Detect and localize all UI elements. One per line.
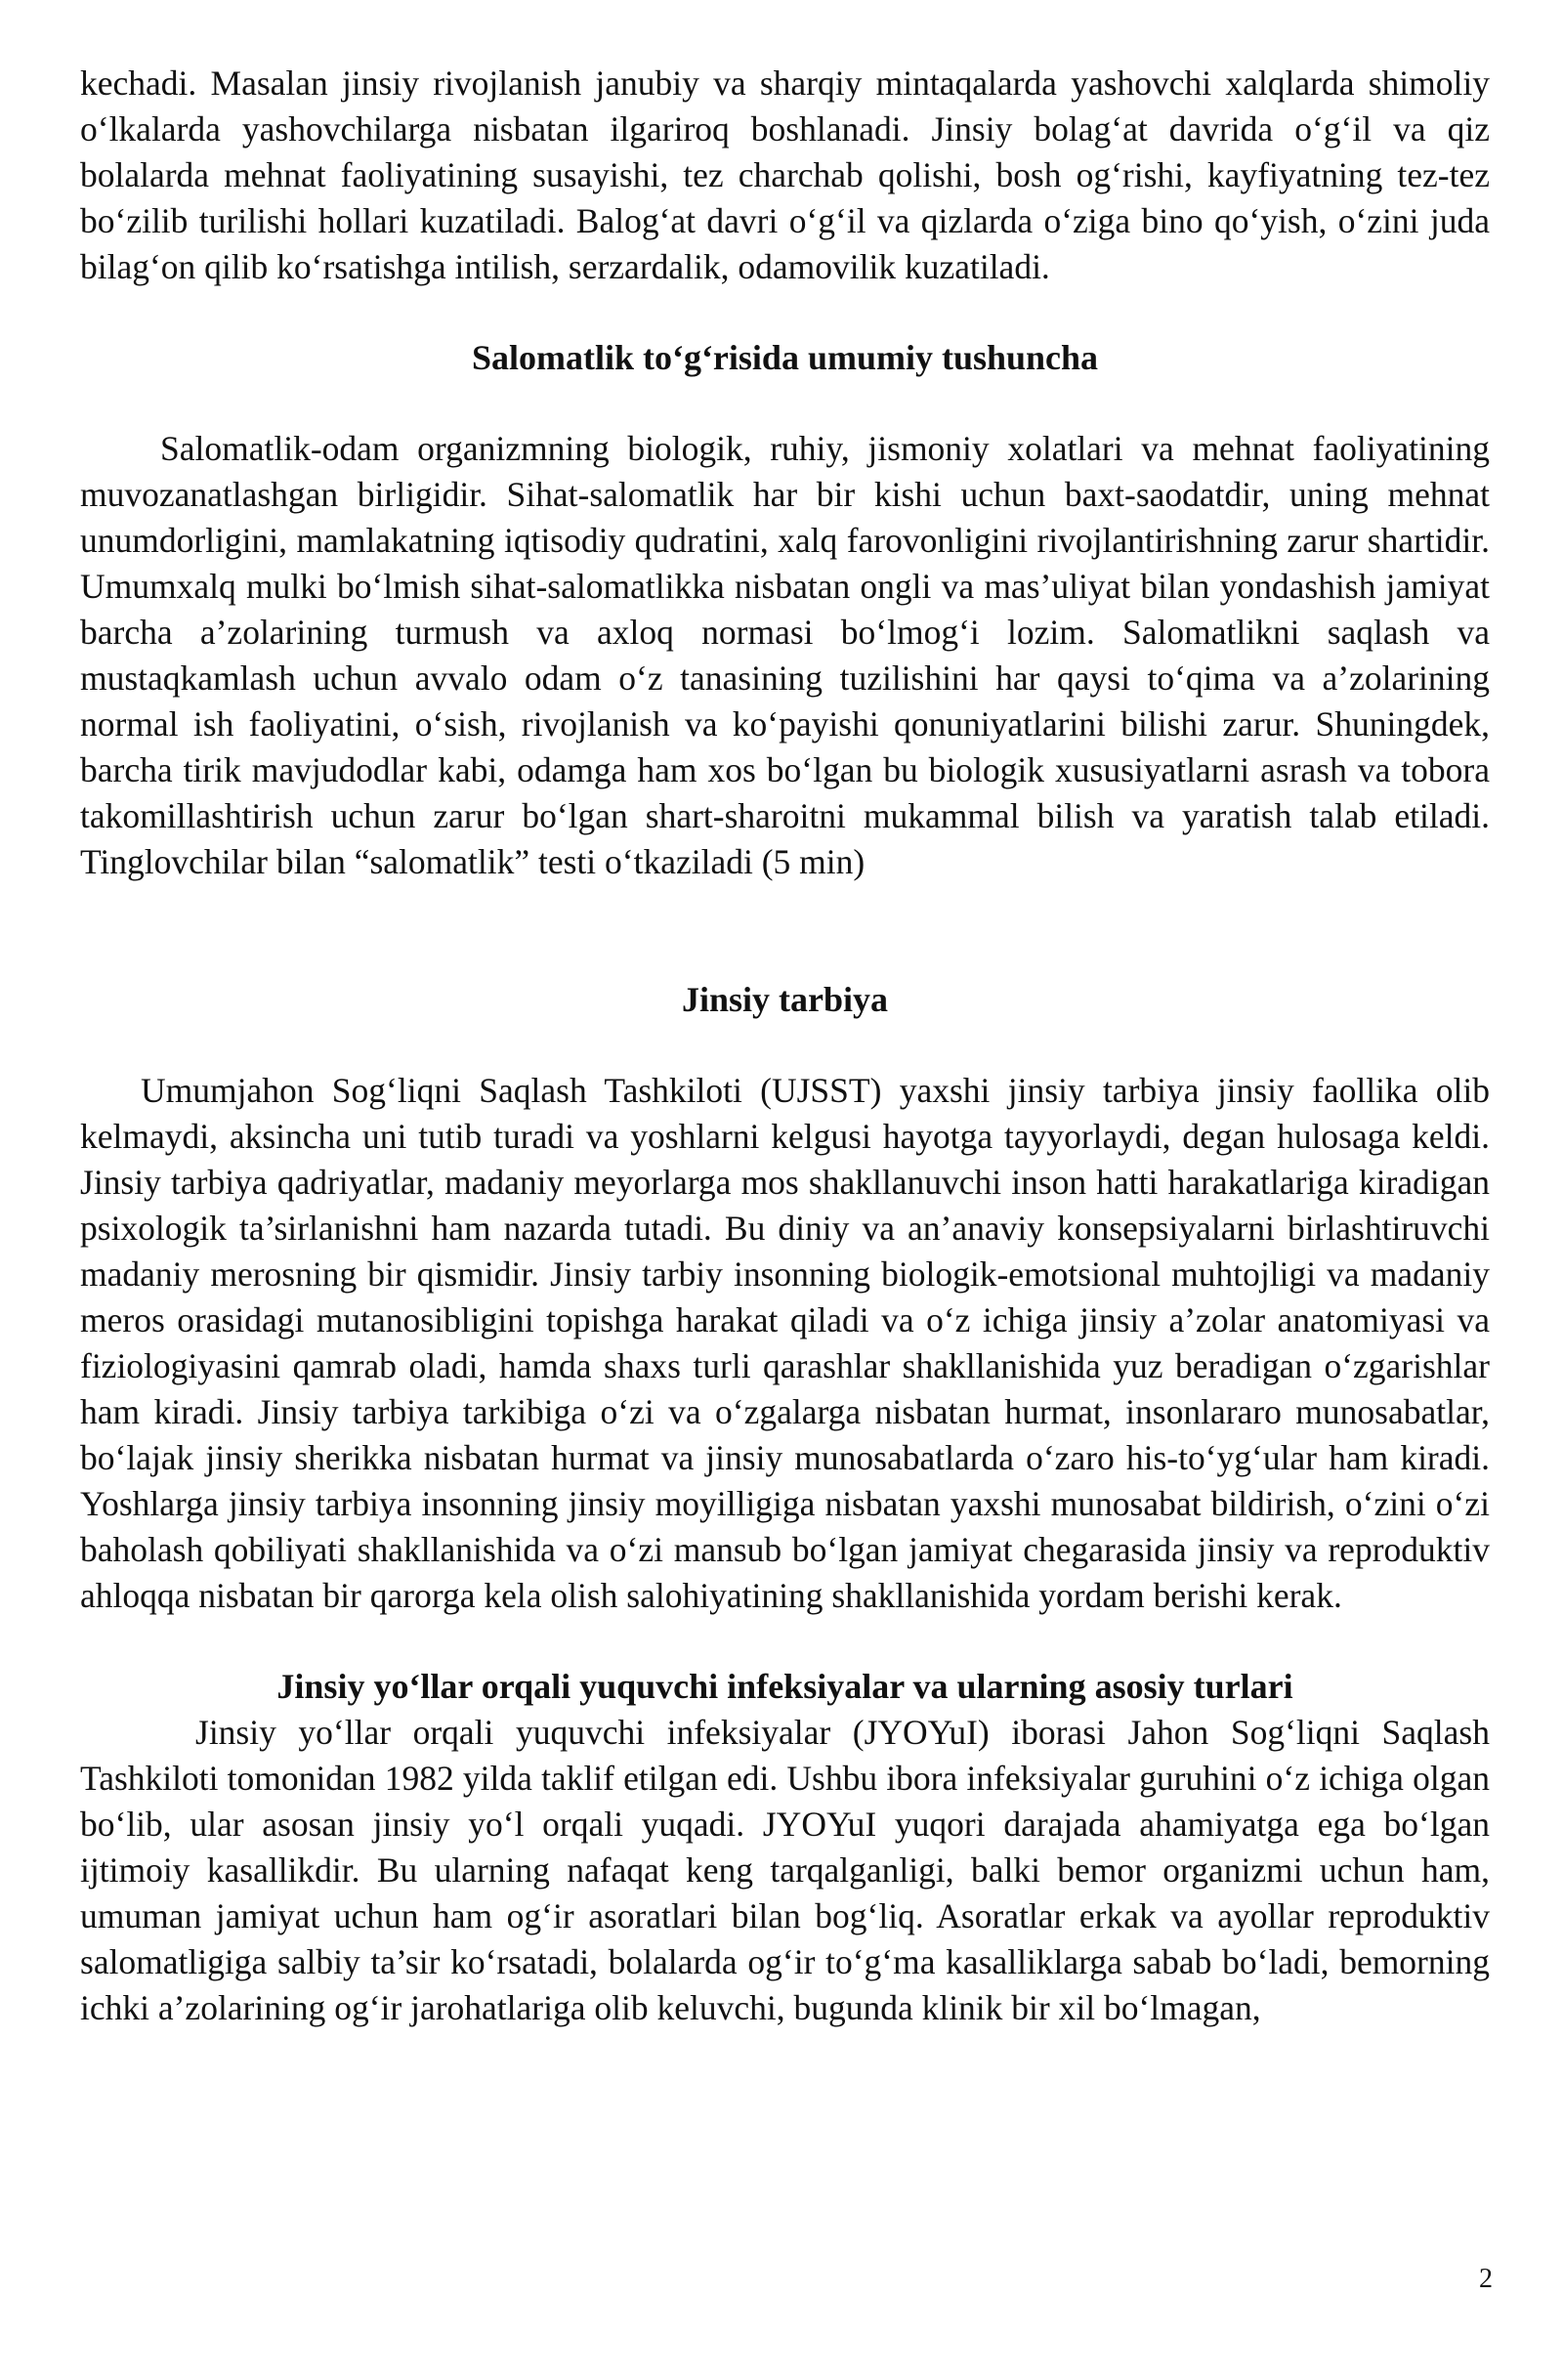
heading-salomatlik: Salomatlik to‘g‘risida umumiy tushuncha bbox=[471, 338, 1099, 377]
paragraph-intro: kechadi. Masalan jinsiy rivojlanish janubiy va sharqiy mintaqalarda yashovchi xalqlarda shimoliy o‘lkalarda yashovchilarga nisbatan ilgariroq boshlanadi. Jinsiy bolag‘at davrida o‘g‘il va qiz bolalarda mehnat faoliyatining susayishi, tez charchab qolishi, bosh og‘rishi, kayfiyatning tez-tez bo‘zilib turilishi hollari kuzatiladi. Balog‘at davri o‘g‘il va qizlarda o‘ziga bino qo‘yish, o‘zini juda bilag‘on qilib ko‘rsatishga intilish, serzardalik, odamovilik kuzatiladi. bbox=[80, 64, 1490, 286]
paragraph-salomatlik: Salomatlik-odam organizmning biologik, ruhiy, jismoniy xolatlari va mehnat faoliyatining muvozanatlashgan birligidir. Sihat-salomatlik har bir kishi uchun baxt-saodatdir, uning mehnat unumdorligini, mamlakatning iqtisodiy qudratini, xalq farovonligini rivojlantirishning zarur shartidir. Umumxalq mulki bo‘lmish sihat-salomatlikka nisbatan ongli va mas’uliyat bilan yondashish jamiyat barcha a’zolarining turmush va axloq normasi bo‘lmog‘i lozim. Salomatlikni saqlash va mustaqkamlash uchun avvalo odam o‘z tanasining tuzilishini har qaysi to‘qima va a’zolarining normal ish faoliyatini, o‘sish, rivojlanish va ko‘payishi qonuniyatlarini bilishi zarur. Shuningdek, barcha tirik mavjudodlar kabi, odamga ham xos bo‘lgan bu biologik xususiyatlarni asrash va tobora takomillashtirish uchun zarur bo‘lgan shart-sharoitni mukammal bilish va yaratish talab etiladi. Tinglovchilar bilan “salomatlik” testi o‘tkaziladi (5 min) bbox=[80, 429, 1490, 881]
document-page bbox=[80, 61, 1490, 2031]
page-number: 2 bbox=[1479, 2264, 1493, 2294]
heading-infeksiyalar: Jinsiy yo‘llar orqali yuquvchi infeksiyalar va ularning asosiy turlari bbox=[276, 1667, 1293, 1706]
heading-jinsiy-tarbiya: Jinsiy tarbiya bbox=[681, 980, 889, 1019]
paragraph-jinsiy-tarbiya: Umumjahon Sog‘liqni Saqlash Tashkiloti (UJSST) yaxshi jinsiy tarbiya jinsiy faollika olib kelmaydi, aksincha uni tutib turadi va yoshlarni kelgusi hayotga tayyorlaydi, degan hulosaga keldi. Jinsiy tarbiya qadriyatlar, madaniy meyorlarga mos shakllanuvchi inson hatti harakatlariga kiradigan psixologik ta’sirlanishni ham nazarda tutadi. Bu diniy va an’anaviy konsepsiyalarni birlashtiruvchi madaniy merosning bir qismidir. Jinsiy tarbiy insonning biologik-emotsional muhtojligi va madaniy meros orasidagi mutanosibligini topishga harakat qiladi va o‘z ichiga jinsiy a’zolar anatomiyasi va fiziologiyasini qamrab oladi, hamda shaxs turli qarashlar shakllanishida yuz beradigan o‘zgarishlar ham kiradi. Jinsiy tarbiya tarkibiga o‘zi va o‘zgalarga nisbatan hurmat, insonlararo munosabatlar, bo‘lajak jinsiy sherikka nisbatan hurmat va jinsiy munosabatlarda o‘zaro his-to‘yg‘ular ham kiradi. Yoshlarga jinsiy tarbiya insonning jinsiy moyilligiga nisbatan yaxshi munosabat bildirish, o‘zini o‘zi baholash qobiliyati shakllanishida va o‘zi mansub bo‘lgan jamiyat chegarasida jinsiy va reproduktiv ahloqqa nisbatan bir qarorga kela olish salohiyatining shakllanishida yordam berishi kerak. bbox=[80, 1071, 1490, 1615]
paragraph-infeksiyalar: Jinsiy yo‘llar orqali yuquvchi infeksiyalar (JYOYuI) iborasi Jahon Sog‘liqni Saqlash Tashkiloti tomonidan 1982 yilda taklif etilgan edi. Ushbu ibora infeksiyalar guruhini o‘z ichiga olgan bo‘lib, ular asosan jinsiy yo‘l orqali yuqadi. JYOYuI yuqori darajada ahamiyatga ega bo‘lgan ijtimoiy kasallikdir. Bu ularning nafaqat keng tarqalganligi, balki bemor organizmi uchun ham, umuman jamiyat uchun ham og‘ir asoratlari bilan bog‘liq. Asoratlar erkak va ayollar reproduktiv salomatligiga salbiy ta’sir ko‘rsatadi, bolalarda og‘ir to‘g‘ma kasalliklarga sabab bo‘ladi, bemorning ichki a’zolarining og‘ir jarohatlariga olib keluvchi, bugunda klinik bir xil bo‘lmagan, bbox=[80, 1713, 1490, 2027]
